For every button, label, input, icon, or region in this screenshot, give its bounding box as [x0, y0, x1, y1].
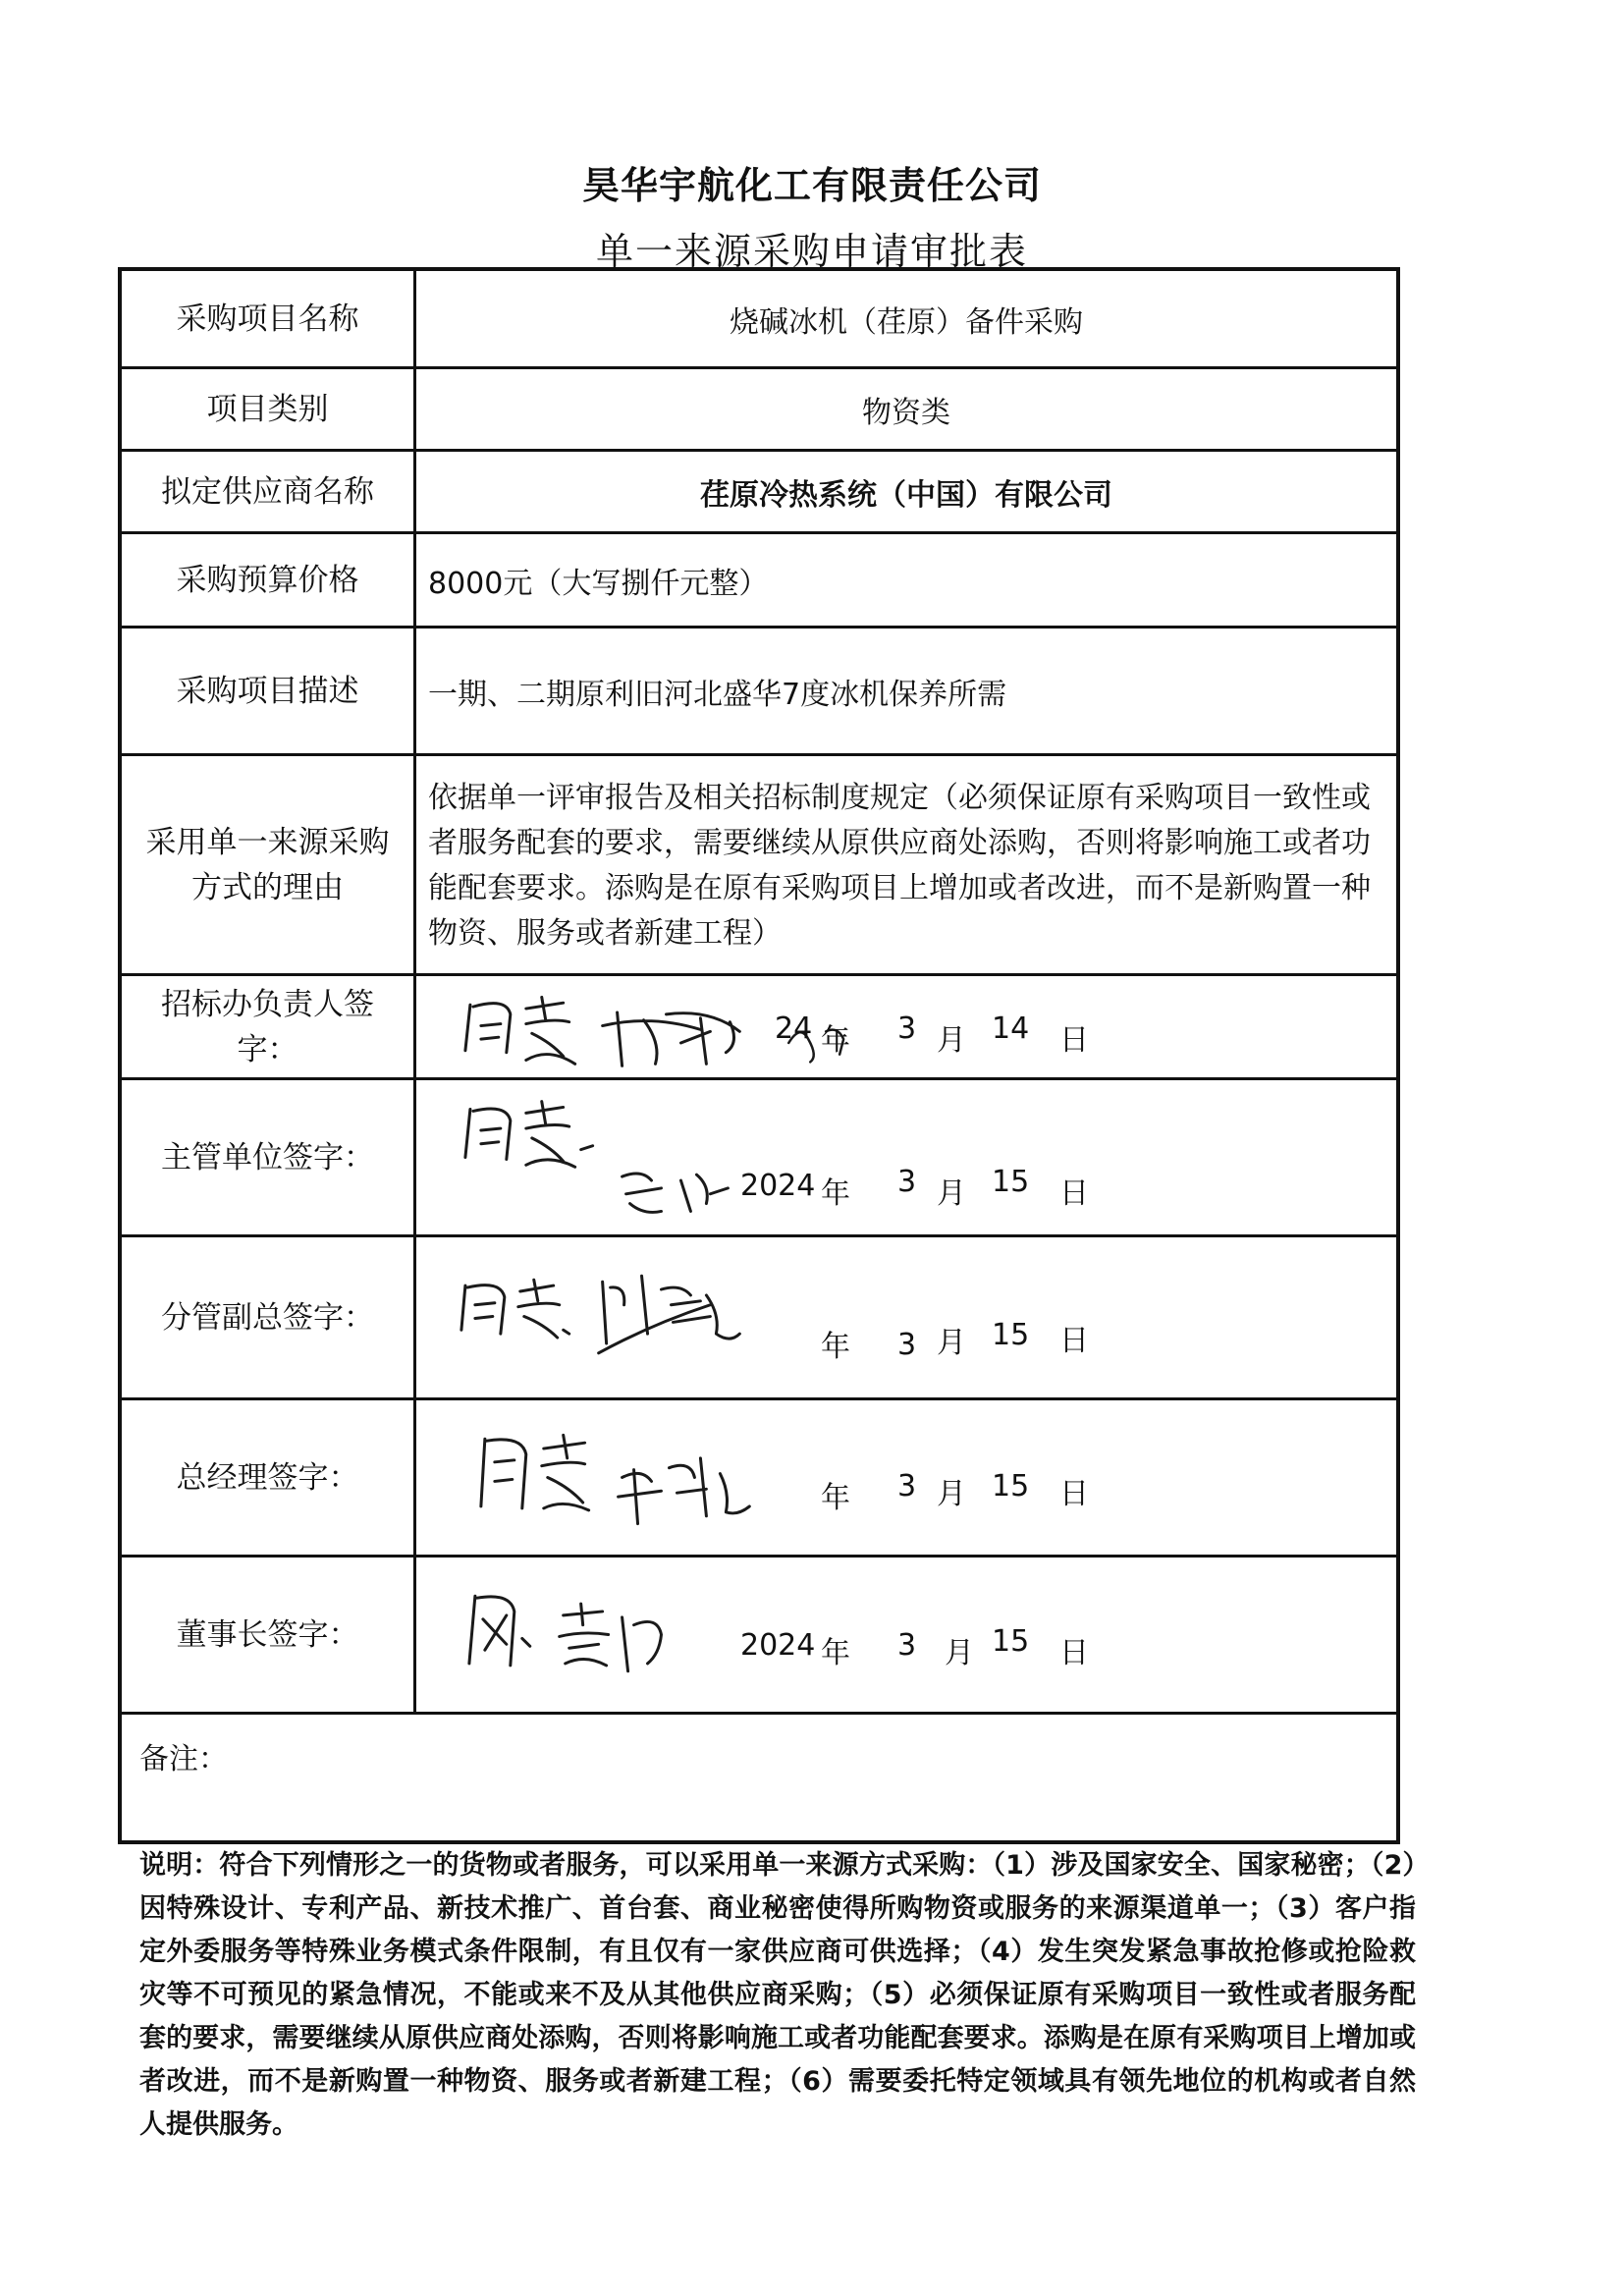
- day-value: 15: [992, 1318, 1030, 1352]
- day-label: 日: [1059, 1176, 1089, 1211]
- month-label: 月: [945, 1636, 974, 1670]
- year-prefix: 2024: [740, 1628, 816, 1663]
- signature-area-gm: [416, 1400, 1396, 1555]
- label-sign-gm: 总经理签字：: [122, 1400, 416, 1555]
- handwritten-signature: [416, 1237, 1396, 1397]
- row-sign-gm: [122, 1400, 1396, 1558]
- month-value: 3: [897, 1628, 917, 1663]
- company-name: 昊华宇航化工有限责任公司: [581, 164, 1042, 207]
- label-project-name: 采购项目名称: [122, 271, 416, 366]
- approval-form-table: [118, 267, 1400, 1844]
- month-value: 3: [897, 1469, 917, 1503]
- row-reason: [122, 756, 1396, 976]
- year-label: 年: [821, 1176, 850, 1211]
- row-sign-deputy-gm: [122, 1237, 1396, 1400]
- explanatory-note: 说明：符合下列情形之一的货物或者服务，可以采用单一来源方式采购：（1）涉及国家安全、国家秘密；（2）因特殊设计、专利产品、新技术推广、首台套、商业秘密使得所购物资或服务的来源渠道单一；（3）客户指定外委服务等特殊业务模式条件限制，有且仅有一家供应商可供选择；（4）发生突发紧急事故抢修或抢险救灾等不可预见的紧急情况，不能或来不及从其他供应商采购；（5）必须保证原有采购项目一致性或者服务配套的要求，需要继续从原供应商处添购，否则将影响施工或者功能配套要求。添购是在原有采购项目上增加或者改进，而不是新购置一种物资、服务或者新建工程；（6）需要委托特定领域具有领先地位的机构或者自然人提供服务。: [139, 1850, 1416, 2140]
- day-label: 日: [1059, 1023, 1089, 1058]
- month-label: 月: [937, 1326, 966, 1360]
- month-value: 3: [897, 1011, 917, 1046]
- label-sign-bidding-office: 招标办负责人签字：: [122, 976, 416, 1077]
- label-sign-deputy-gm: 分管副总签字：: [122, 1237, 416, 1397]
- value-description: 一期、二期原利旧河北盛华7度冰机保养所需: [428, 677, 1007, 712]
- value-project-name: 烧碱冰机（荏原）备件采购: [730, 304, 1083, 340]
- row-budget: [122, 534, 1396, 629]
- signature-area-bidding-office: [416, 976, 1396, 1077]
- label-supplier: 拟定供应商名称: [122, 452, 416, 531]
- day-value: 14: [992, 1011, 1030, 1046]
- signature-area-competent-unit: [416, 1080, 1396, 1234]
- remarks-label: 备注：: [139, 1742, 228, 1777]
- row-remarks: [122, 1715, 1396, 1840]
- month-value: 3: [897, 1328, 917, 1362]
- label-sign-competent-unit: 主管单位签字：: [122, 1080, 416, 1234]
- year-prefix: 24: [775, 1011, 813, 1046]
- year-prefix: 2024: [740, 1169, 816, 1203]
- day-label: 日: [1059, 1477, 1089, 1511]
- row-sign-competent-unit: [122, 1080, 1396, 1237]
- label-sign-chairman: 董事长签字：: [122, 1558, 416, 1712]
- label-budget: 采购预算价格: [122, 534, 416, 626]
- year-label: 年: [821, 1330, 850, 1364]
- label-reason: 采用单一来源采购方式的理由: [122, 756, 416, 973]
- year-label: 年: [821, 1481, 850, 1515]
- month-value: 3: [897, 1165, 917, 1199]
- row-project-category: [122, 369, 1396, 452]
- form-title: 单一来源采购申请审批表: [595, 230, 1028, 273]
- day-value: 15: [992, 1165, 1030, 1199]
- label-description: 采购项目描述: [122, 629, 416, 753]
- month-label: 月: [937, 1477, 966, 1511]
- value-supplier: 荏原冷热系统（中国）有限公司: [700, 477, 1112, 513]
- value-project-category: 物资类: [862, 395, 950, 430]
- year-label: 年: [821, 1636, 850, 1670]
- value-reason: 依据单一评审报告及相关招标制度规定（必须保证原有采购项目一致性或者服务配套的要求，需要继续从原供应商处添购，否则将影响施工或者功能配套要求。添购是在原有采购项目上增加或者改进，而不是新购置一种物资、服务或者新建工程）: [428, 781, 1371, 951]
- row-sign-bidding-office: [122, 976, 1396, 1080]
- signature-area-chairman: [416, 1558, 1396, 1712]
- row-description: [122, 629, 1396, 756]
- month-label: 月: [937, 1023, 966, 1058]
- month-label: 月: [937, 1176, 966, 1211]
- handwritten-signature: [416, 1080, 1396, 1234]
- row-sign-chairman: [122, 1558, 1396, 1715]
- value-budget: 8000元（大写捌仟元整）: [428, 566, 769, 601]
- label-project-category: 项目类别: [122, 369, 416, 449]
- day-label: 日: [1059, 1324, 1089, 1358]
- day-value: 15: [992, 1469, 1030, 1503]
- day-label: 日: [1059, 1636, 1089, 1670]
- row-project-name: [122, 271, 1396, 369]
- signature-area-deputy-gm: [416, 1237, 1396, 1397]
- year-label: 年: [821, 1023, 850, 1058]
- day-value: 15: [992, 1624, 1030, 1659]
- row-supplier: [122, 452, 1396, 534]
